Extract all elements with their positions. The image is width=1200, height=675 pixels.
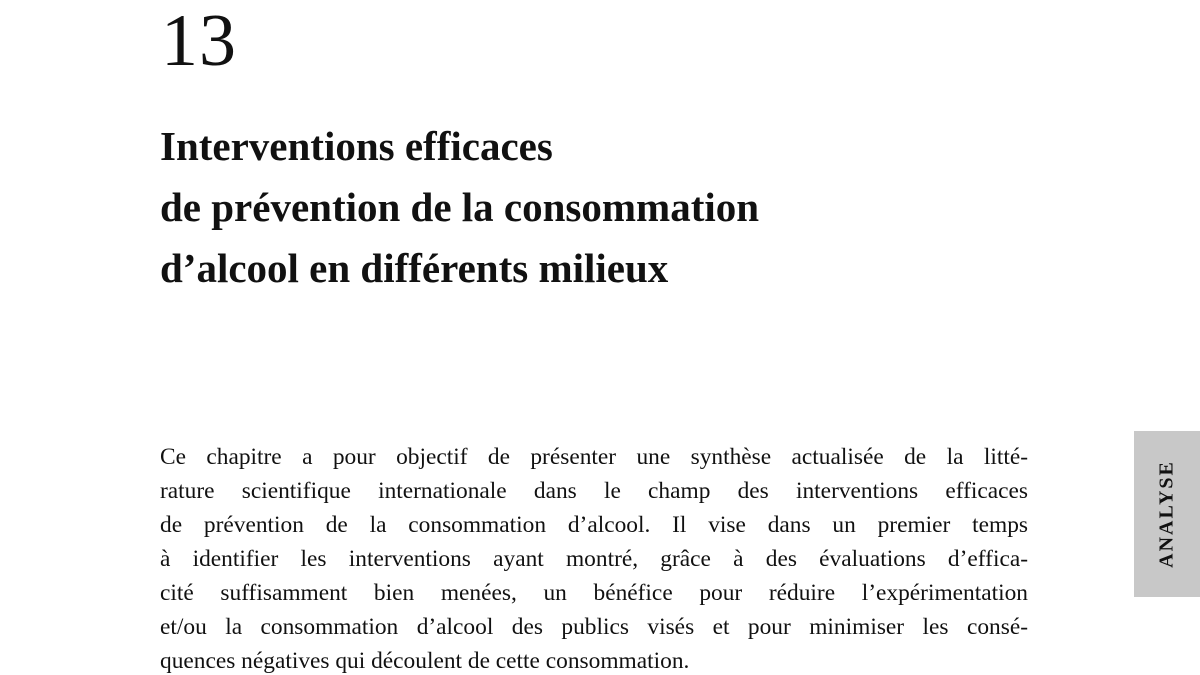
intro-line: et/ou la consommation d’alcool des publics visés et pour minimiser les consé- <box>160 614 1028 640</box>
intro-line: quences négatives qui découlent de cette consommation. <box>160 648 690 674</box>
section-side-tab-label: ANALYSE <box>1155 460 1178 568</box>
chapter-title-line: Interventions efficaces <box>160 123 553 169</box>
intro-line: cité suffisamment bien menées, un bénéfice pour réduire l’expérimentation <box>160 580 1028 606</box>
chapter-title-line: de prévention de la consommation <box>160 184 760 230</box>
chapter-title <box>160 116 759 299</box>
intro-paragraph <box>160 440 1028 675</box>
section-side-tab <box>1134 431 1200 597</box>
intro-line: de prévention de la consommation d’alcool. Il vise dans un premier temps <box>160 512 1028 538</box>
chapter-number: 13 <box>161 0 237 82</box>
intro-line: à identifier les interventions ayant montré, grâce à des évaluations d’effica- <box>160 546 1028 572</box>
chapter-title-line: d’alcool en différents milieux <box>160 245 669 291</box>
intro-line: Ce chapitre a pour objectif de présenter une synthèse actualisée de la litté- <box>160 444 1028 470</box>
intro-line: rature scientifique internationale dans le champ des interventions efficaces <box>160 478 1028 504</box>
